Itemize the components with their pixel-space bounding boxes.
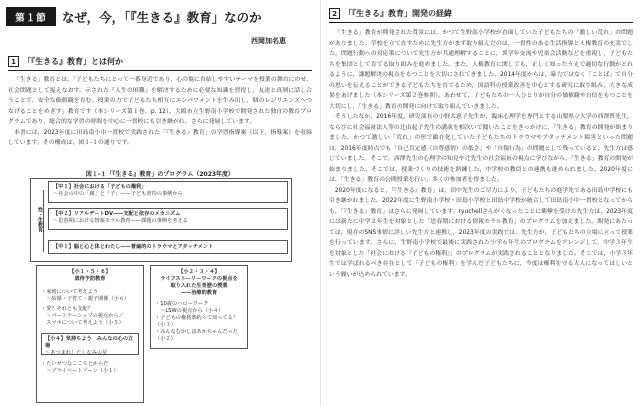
- section-rule: [329, 22, 633, 23]
- program-subtitle: 取り入れた生育歴の授業: [170, 283, 228, 289]
- section-title: 「『生きる』教育」とは何か: [23, 57, 123, 66]
- chapter-title: なぜ，今，「『生きる』教育」なのか: [62, 10, 262, 25]
- program-box-a3: [41, 361, 139, 375]
- list-item: 〜パートナーシップの視点から／: [41, 313, 124, 319]
- program-box-c3: [48, 240, 288, 254]
- chapter-badge: 第１節: [6, 7, 56, 26]
- program-subtitle: 虐待予防教育: [74, 276, 106, 282]
- program-box-c1: [48, 181, 288, 203]
- paragraph: 「生きる」教育とは，「子どもたちにとって一番身近であり，心の傷に直結しやすいテーマを授業の舞台にのせ，社会問題として捉えなおす。示された『人生の困難』を解決するために必要な知識を習得し，友達と真剣に話し合うことで，安全な価値観を育む。授業の力で子どもたち相互にエンパワメントを生み出し，個のレジリエンスへつなげることをめざす」教育です（本シリーズ第１巻，p. 12）。大阪市立生野南小学校で開発された独自の教育プログラムであり，総合的な学習の時間を中心に一貫校にも引き継がれ，さらに発展しています。: [8, 77, 312, 125]
- list-item: スマホについて考えよう（小５）: [41, 320, 124, 326]
- body-text: [329, 28, 633, 402]
- section-heading-1: [8, 56, 123, 67]
- list-item: ・子どもの権利条約って知ってる？（小３）: [155, 315, 239, 328]
- list-item: 〜結婚・子育て・親子関係（小６）: [41, 296, 130, 302]
- author-name: 西岡加名恵: [251, 37, 286, 45]
- program-box-c2: [48, 208, 288, 230]
- program-title: 【小４】気持ちよう みんなの心の立場: [45, 336, 134, 349]
- program-box-a: [36, 265, 144, 403]
- section-rule: [8, 70, 312, 71]
- section-heading-2: [329, 8, 452, 19]
- list-item: ・10歳のハローワーク: [155, 301, 209, 307]
- list-item: ・みんなむかしはあかちゃんだった（小２）: [155, 329, 239, 342]
- paragraph: 2020年度になると，「『生きる』教育」は，田中先生のご尽力により，子どもたちの進学先である田島中学校にも引き継がれました。2022年度に生野南小学校・田島小学校と田島中学校が統合して田島南小中一貫校となってからも，「『生きる』教育」はさらに発展しています。ryuchellさんがくなったことに衝撃を受けた先生方は，2023年度には新たに中学２年生を対象とした「思春期における情報モラル教育」のプログラムを加えました。開発にあたっては，現在のSNS事情に詳しい先生方と連携し，2023年度の実践では，先生方が，子どもたちの立場に立って授業を行っています。さらに，生野南小学校で最後に実践された小学６年生のプログラムをアレンジして，中学３年生を対象とした「社会における『子どもの権利』」のプログラムが実践されることとなりました。そこでは，小学３年生では学ばれるべき存在として「子どもの権利」を学んだ子どもたちに，今度は権利を守る大人になってほしいという願いが込められています。: [329, 187, 633, 278]
- right-page: [320, 0, 640, 406]
- paragraph: 本書には，2023年度に田島南小中一貫校で実践された「『生きる』教育」の学習指導案（以下，指導案）を収録しています。その構成は，図１-１の通りです。: [8, 129, 312, 146]
- program-title: 【中１】社会における「子どもの権利」: [53, 184, 147, 190]
- list-item: 〜プライベートゾーン（小１）: [41, 368, 119, 374]
- list-item: ・愛？それとも支配？: [41, 306, 93, 312]
- program-subtitle: ——治療的教育: [180, 290, 218, 296]
- list-item: 〜LSWの視点から（小４）: [155, 308, 224, 314]
- section-number: 1: [8, 56, 19, 67]
- program-box-a2: [41, 333, 139, 355]
- body-text: [8, 75, 312, 163]
- program-subtitle: ライフストーリーワークの視点を: [160, 276, 238, 282]
- figure-caption: 図１-１「『生きる』教育」のプログラム（2023年度）: [85, 171, 235, 178]
- program-line: 〜思春期における情報モラル教育——課題の事例を考える: [53, 218, 188, 224]
- list-item: ・家庭について考えよう: [41, 289, 98, 295]
- paragraph: 「生きる」教育が開発された背景には，かつて生野南小学校が直面していた子どもたちの「激しい荒れ」の問題がありました。学校を立て直すために先生方がまず取り組んだのは，一貫性のある生活指導と人権教育の充実でした。問題行動への対応策について先生方が共通理解することに，異学年交流や児童会活動などを重視し，子どもたちを集団として育てる取り組みを進めました。また，人権教育に関しても，正しく知ったうえで適切な行動がとれるように，課題解決の視点をもつことを大切にされてきました。2014年度からは，暴力ではなく「ことば」で自分の思いを伝えることができる子どもたちを育てるため，国語科の授業改善を中心とする研究に取り組み，大きな成果をあげました（本シリーズ第２巻参照）。あわせて，子どもたちの一人ひとりが自分の価値観や自信をもつことを大切にし，「生きる」教育の開発に向けて取り組んでいきました。: [329, 30, 633, 110]
- vertical-label: 性・生教育: [37, 207, 43, 232]
- bracket-line: [43, 190, 44, 252]
- program-box-b: [150, 265, 248, 349]
- list-item: ・たいせつなこころとからだ: [41, 361, 109, 367]
- section-number: 2: [329, 8, 340, 19]
- program-title: 【小２・３・４】: [178, 269, 220, 275]
- program-title: 【中２】リアルデートDV——支配と依存のメカニズム: [53, 211, 181, 217]
- section-title: 「『生きる』教育」開発の経緯: [344, 9, 452, 18]
- program-line: 〜社会の中の「親」と「子」——子ども虐待の事例から: [53, 191, 183, 197]
- paragraph: そうしたなか，2016年度，研究部長の小野太恵子先生が，臨床心理学を専門とする山梨県立大学の西澤哲先生，ならびに社会福祉法人等の辻由起子先生の講演を相次いで聞いたことをきっかけに，「生きる」教育の開発が始まりました。かつて激しい「荒れ」の形で顕在化していた子どもたちのトラウマやアタッチメント障害といった問題は，2016年度時点でも「自己肯定感（自尊感情）の低さ」や「自傷行為」の問題として残っていると，先生方は感じていました。そこで，西澤先生の心理学の知見や辻先生の社会福祉の視点に学びながら，「生きる」教育の開発が始まりました。そこでは，授業づくりの技術を熟練した，中学校の教員との連携も進められました。2020年度には，「生きる」教育の公開授業を行い，多くの参加者を得ました。: [329, 114, 633, 183]
- program-title: 【小１・５・６】: [69, 269, 111, 275]
- program-title: 【中１】脳と心と体とわたし——普遍的のトラウマとアタッチメント: [53, 244, 214, 250]
- program-line: 〜あつまれ！たしなみの星: [45, 350, 108, 356]
